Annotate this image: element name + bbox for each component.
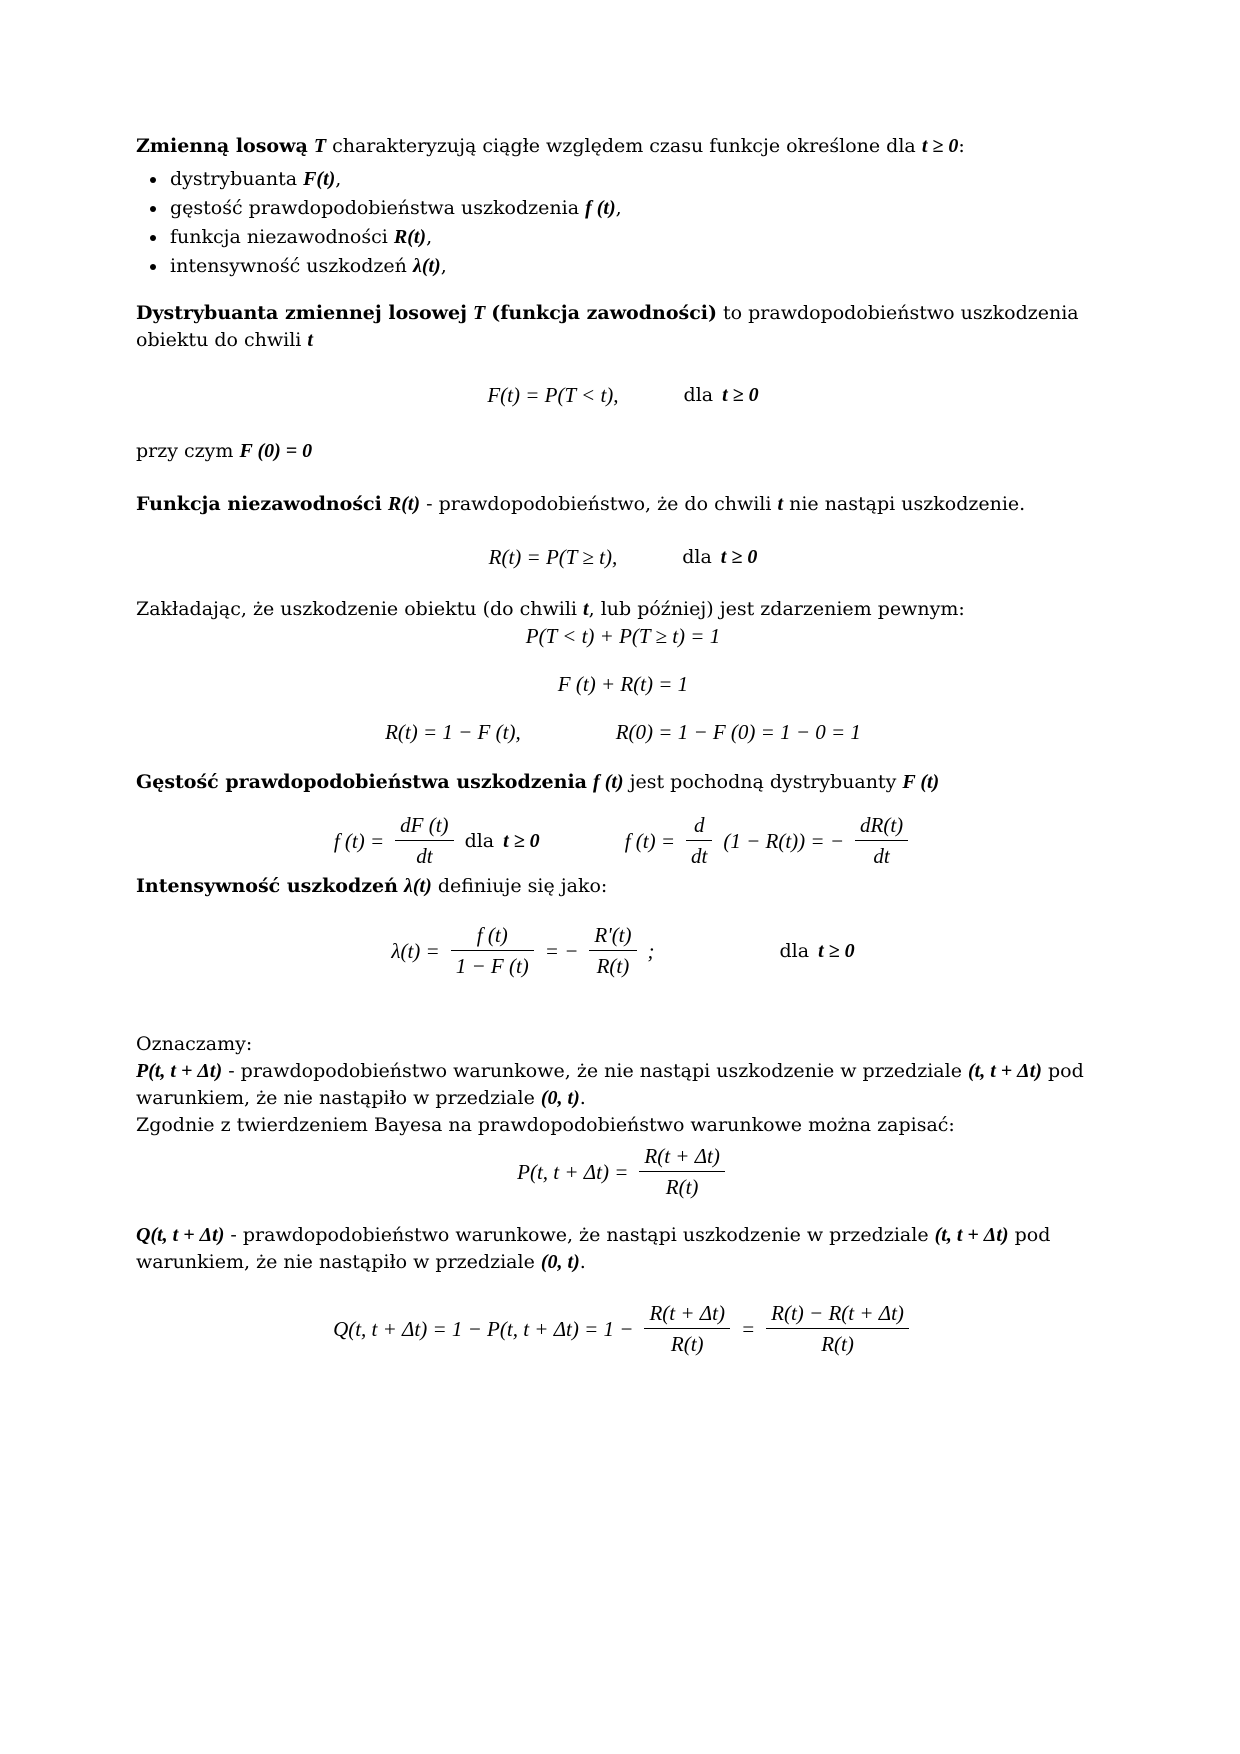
formula-r-zero: R(0) = 1 − F (0) = 1 − 0 = 1	[615, 720, 861, 744]
reliability-formula-condition	[682, 544, 757, 570]
intro-lead-text: charakteryzują ciągłe względem czasu funkcje określone dla	[332, 135, 916, 157]
density-heading	[136, 769, 1110, 796]
bullet-label: funkcja niezawodności	[170, 226, 388, 248]
bullet-tail: ,	[426, 226, 433, 248]
intensity-lhs: λ(t) =	[391, 938, 440, 963]
intro-paragraph	[136, 133, 1110, 160]
dla-label: dla	[683, 384, 714, 406]
p-definition-period: .	[579, 1087, 586, 1109]
p-formula-lhs: P(t, t + Δt) =	[517, 1159, 629, 1184]
fraction-dFdt: $\frac{dF (t)}{dt}$	[395, 812, 453, 869]
p-definition-text1: - prawdopodobieństwo warunkowe, że nie nastąpi uszkodzenie w przedziale	[228, 1060, 962, 1082]
formula-f-plus-r: F (t) + R(t) = 1	[557, 672, 689, 696]
intensity-formula-row	[136, 922, 1110, 979]
math-var-T: T	[313, 135, 327, 157]
reliability-formula: R(t) = P(T ≥ t),	[488, 545, 618, 569]
p-definition-paragraph	[136, 1058, 1110, 1112]
condition-math: t ≥ 0	[720, 546, 758, 568]
cdf-formula: F(t) = P(T < t),	[487, 383, 619, 407]
cdf-formula-condition	[684, 382, 759, 408]
intensity-formula	[391, 922, 654, 979]
q-definition-paragraph	[136, 1222, 1110, 1276]
intro-lead-bold: Zmienną losową	[136, 135, 308, 157]
math-var-lambda: λ(t)	[404, 875, 432, 897]
assumption-text1: Zakładając, że uszkodzenie obiektu (do chwili	[136, 598, 577, 620]
condition-math: t ≥ 0	[722, 384, 759, 406]
formula-r-equals: R(t) = 1 − F (t),	[385, 720, 521, 744]
cdf-heading-bold1: Dystrybuanta zmiennej losowej	[136, 302, 467, 324]
dla-label: dla	[682, 546, 712, 568]
reliability-heading	[136, 491, 1110, 518]
bullet-math-f: f (t)	[585, 197, 616, 219]
bullet-tail: ,	[335, 168, 342, 190]
bullet-math-lambda: λ(t)	[412, 255, 441, 277]
reliability-heading-text2: nie nastąpi uszkodzenie.	[789, 493, 1026, 515]
bullet-tail: ,	[615, 197, 622, 219]
intensity-semicolon: ;	[647, 938, 655, 963]
intensity-heading-text: definiuje się jako:	[437, 875, 608, 897]
condition-math: t ≥ 0	[503, 829, 540, 852]
bullet-math-R: R(t)	[393, 226, 427, 248]
bayes-paragraph: Zgodnie z twierdzeniem Bayesa na prawdopodobieństwo warunkowe można zapisać:	[136, 1114, 955, 1136]
math-var-F: F (t)	[902, 771, 940, 793]
intensity-condition	[780, 938, 855, 964]
bullet-math-F: F(t)	[303, 168, 336, 190]
q-definition-text2: pod warunkiem, że nie nastąpiło w przedziale	[136, 1224, 1051, 1273]
p-formula	[517, 1143, 729, 1200]
bullet-tail: ,	[440, 255, 447, 277]
cdf-note	[136, 438, 1110, 465]
density-right-mid: (1 − R(t)) = −	[723, 828, 845, 853]
fraction-f-over-1minusF: $\frac{f (t)}{1 - F (t)}$	[451, 922, 534, 979]
assumption-text2: , lub później) jest zdarzeniem pewnym:	[588, 598, 965, 620]
cdf-heading	[136, 300, 1110, 354]
intro-colon: :	[958, 135, 965, 157]
math-Q-interval: Q(t, t + Δt)	[136, 1224, 225, 1246]
cdf-heading-bold2: (funkcja zawodności)	[491, 302, 717, 324]
cdf-formula-row	[136, 382, 1110, 408]
math-var-T: T	[473, 302, 486, 324]
fraction-R-diff-over-R: $\frac{R(t) - R(t + \Delta t)}{R(t)}$	[766, 1300, 909, 1357]
bullet-label: gęstość prawdopodobieństwa uszkodzenia	[170, 197, 580, 219]
math-interval: (t, t + Δt)	[934, 1224, 1009, 1246]
q-formula-lhs: Q(t, t + Δt) = 1 − P(t, t + Δt) = 1 −	[333, 1316, 634, 1341]
list-item-density	[168, 195, 1110, 222]
math-var-t: t	[777, 493, 784, 515]
certain-event-formula	[136, 623, 1110, 649]
reliability-formula-row	[136, 544, 1110, 570]
math-interval: (t, t + Δt)	[968, 1060, 1042, 1082]
dla-label: dla	[464, 829, 495, 852]
fraction-R-shift-over-R: $\frac{R(t + \Delta t)}{R(t)}$	[639, 1143, 724, 1200]
p-formula-row	[136, 1143, 1110, 1200]
fraction-ddt: $\frac{d}{dt}$	[686, 812, 712, 869]
p-definition-text2: pod warunkiem, że nie nastąpiło w przedziale	[136, 1060, 1084, 1109]
cdf-note-math: F (0) = 0	[239, 440, 313, 462]
cdf-heading-text: to prawdopodobieństwo uszkodzenia obiektu do chwili	[136, 302, 1079, 351]
math-var-R: R(t)	[387, 493, 421, 515]
r-complement-formula-row	[136, 719, 1110, 745]
assumption-paragraph	[136, 596, 1110, 623]
list-item-distribution	[168, 166, 1110, 193]
density-formula-left	[334, 812, 540, 869]
density-formula-row	[136, 812, 1110, 869]
intro-condition-math: t ≥ 0	[921, 135, 959, 157]
math-P-interval: P(t, t + Δt)	[136, 1060, 223, 1082]
fraction-dRdt: $\frac{dR(t)}{dt}$	[855, 812, 908, 869]
density-heading-bold: Gęstość prawdopodobieństwa uszkodzenia	[136, 771, 587, 793]
fraction-R-shift-over-R: $\frac{R(t + \Delta t)}{R(t)}$	[644, 1300, 729, 1357]
notation-label: Oznaczamy:	[136, 1033, 253, 1055]
math-zero-t-interval: (0, t)	[540, 1251, 580, 1273]
condition-math: t ≥ 0	[818, 939, 855, 962]
math-var-t: t	[583, 598, 589, 620]
reliability-heading-text1: - prawdopodobieństwo, że do chwili	[426, 493, 772, 515]
dla-label: dla	[779, 939, 810, 962]
fraction-Rprime-over-R: $\frac{R'(t)}{R(t)}$	[589, 922, 636, 979]
intensity-mid: = −	[544, 938, 579, 963]
q-definition-text1: - prawdopodobieństwo warunkowe, że nastąpi uszkodzenie w przedziale	[230, 1224, 929, 1246]
intensity-heading-bold: Intensywność uszkodzeń	[136, 875, 398, 897]
math-zero-t-interval: (0, t)	[540, 1087, 580, 1109]
bullet-label: dystrybuanta	[170, 168, 298, 190]
density-right-lhs: f (t) =	[624, 828, 676, 853]
q-formula-equals: =	[740, 1316, 756, 1341]
cdf-note-text: przy czym	[136, 440, 234, 462]
reliability-heading-bold: Funkcja niezawodności	[136, 493, 382, 515]
bullet-label: intensywność uszkodzeń	[170, 255, 407, 277]
f-plus-r-formula	[136, 671, 1110, 697]
q-definition-period: .	[579, 1251, 586, 1273]
list-item-intensity	[168, 253, 1110, 280]
math-var-t: t	[307, 329, 313, 351]
intensity-heading	[136, 873, 1110, 900]
density-formula-right	[625, 812, 912, 869]
density-left-lhs: f (t) =	[333, 828, 385, 853]
density-heading-text: jest pochodną dystrybuanty	[629, 771, 897, 793]
q-formula	[333, 1300, 913, 1357]
math-var-f: f (t)	[593, 771, 624, 793]
function-list	[136, 166, 1110, 280]
formula-sum-probabilities: P(T < t) + P(T ≥ t) = 1	[525, 624, 721, 648]
list-item-reliability	[168, 224, 1110, 251]
density-left-condition	[465, 828, 540, 854]
q-formula-row	[136, 1300, 1110, 1357]
